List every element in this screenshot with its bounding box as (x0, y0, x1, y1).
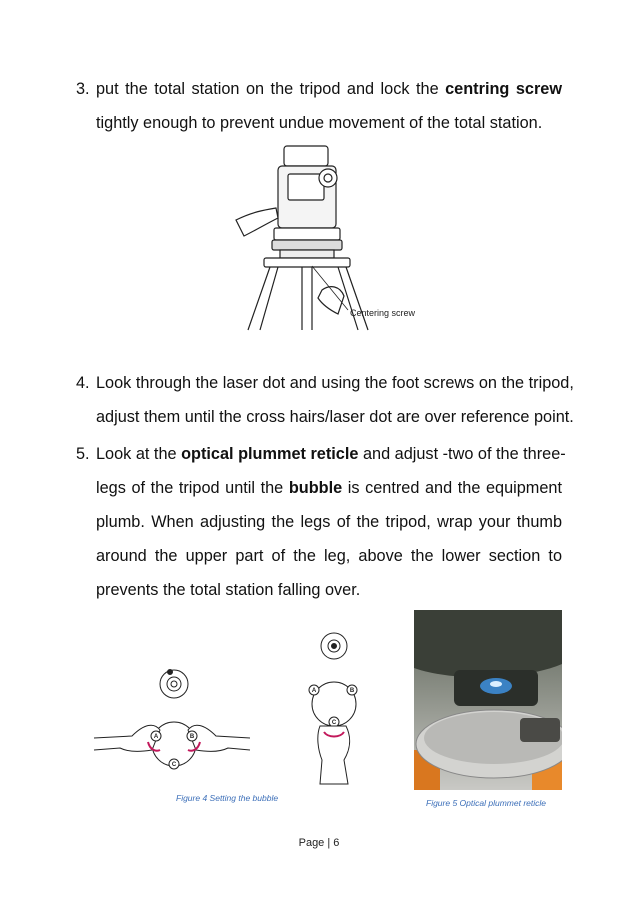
text-line: Look at the optical plummet reticle and adjust -two of the three- (96, 445, 566, 463)
text-line: around the upper part of the leg, above the lower section to (96, 547, 562, 565)
screw-label-c: C (331, 720, 337, 726)
list-item-5 (76, 437, 566, 607)
list-number: 3. (76, 80, 90, 98)
screw-label-b: B (189, 734, 195, 740)
screw-label-b: B (349, 688, 355, 694)
list-number: 5. (76, 445, 90, 463)
list-number: 4. (76, 374, 90, 392)
bubble-setting-illustration-screw-c (296, 626, 368, 786)
centering-screw-label: Centering screw (350, 308, 416, 318)
text-line: legs of the tripod until the bubble is centred and the equipment (96, 479, 563, 497)
screw-label-a: A (311, 688, 317, 694)
bold-term-centring-screw: centring screw (445, 80, 563, 98)
total-station-illustration (226, 138, 426, 333)
bold-term-optical-plummet-reticle: optical plummet reticle (181, 445, 359, 463)
optical-plummet-photo (414, 610, 562, 790)
text-line: prevents the total station falling over. (96, 581, 361, 599)
page-footer: Page | 6 (298, 837, 340, 849)
screw-label-a: A (153, 734, 159, 740)
bubble-setting-illustration-two-screws (92, 664, 252, 774)
bold-term-bubble: bubble (288, 479, 343, 497)
text-line: plumb. When adjusting the legs of the tripod, wrap your thumb (96, 513, 562, 531)
screw-label-c: C (171, 762, 177, 768)
text-line: adjust them until the cross hairs/laser dot are over reference point. (96, 408, 574, 426)
figure-5-caption: Figure 5 Optical plummet reticle (426, 798, 546, 808)
list-item-4 (76, 366, 574, 434)
text-line: Look through the laser dot and using the foot screws on the tripod, (96, 374, 574, 392)
text-line: tightly enough to prevent undue movement of the total station. (96, 114, 543, 132)
list-item-3 (76, 72, 562, 140)
figure-4-caption: Figure 4 Setting the bubble (176, 793, 279, 803)
text-line: put the total station on the tripod and lock the centring screw (96, 80, 563, 98)
